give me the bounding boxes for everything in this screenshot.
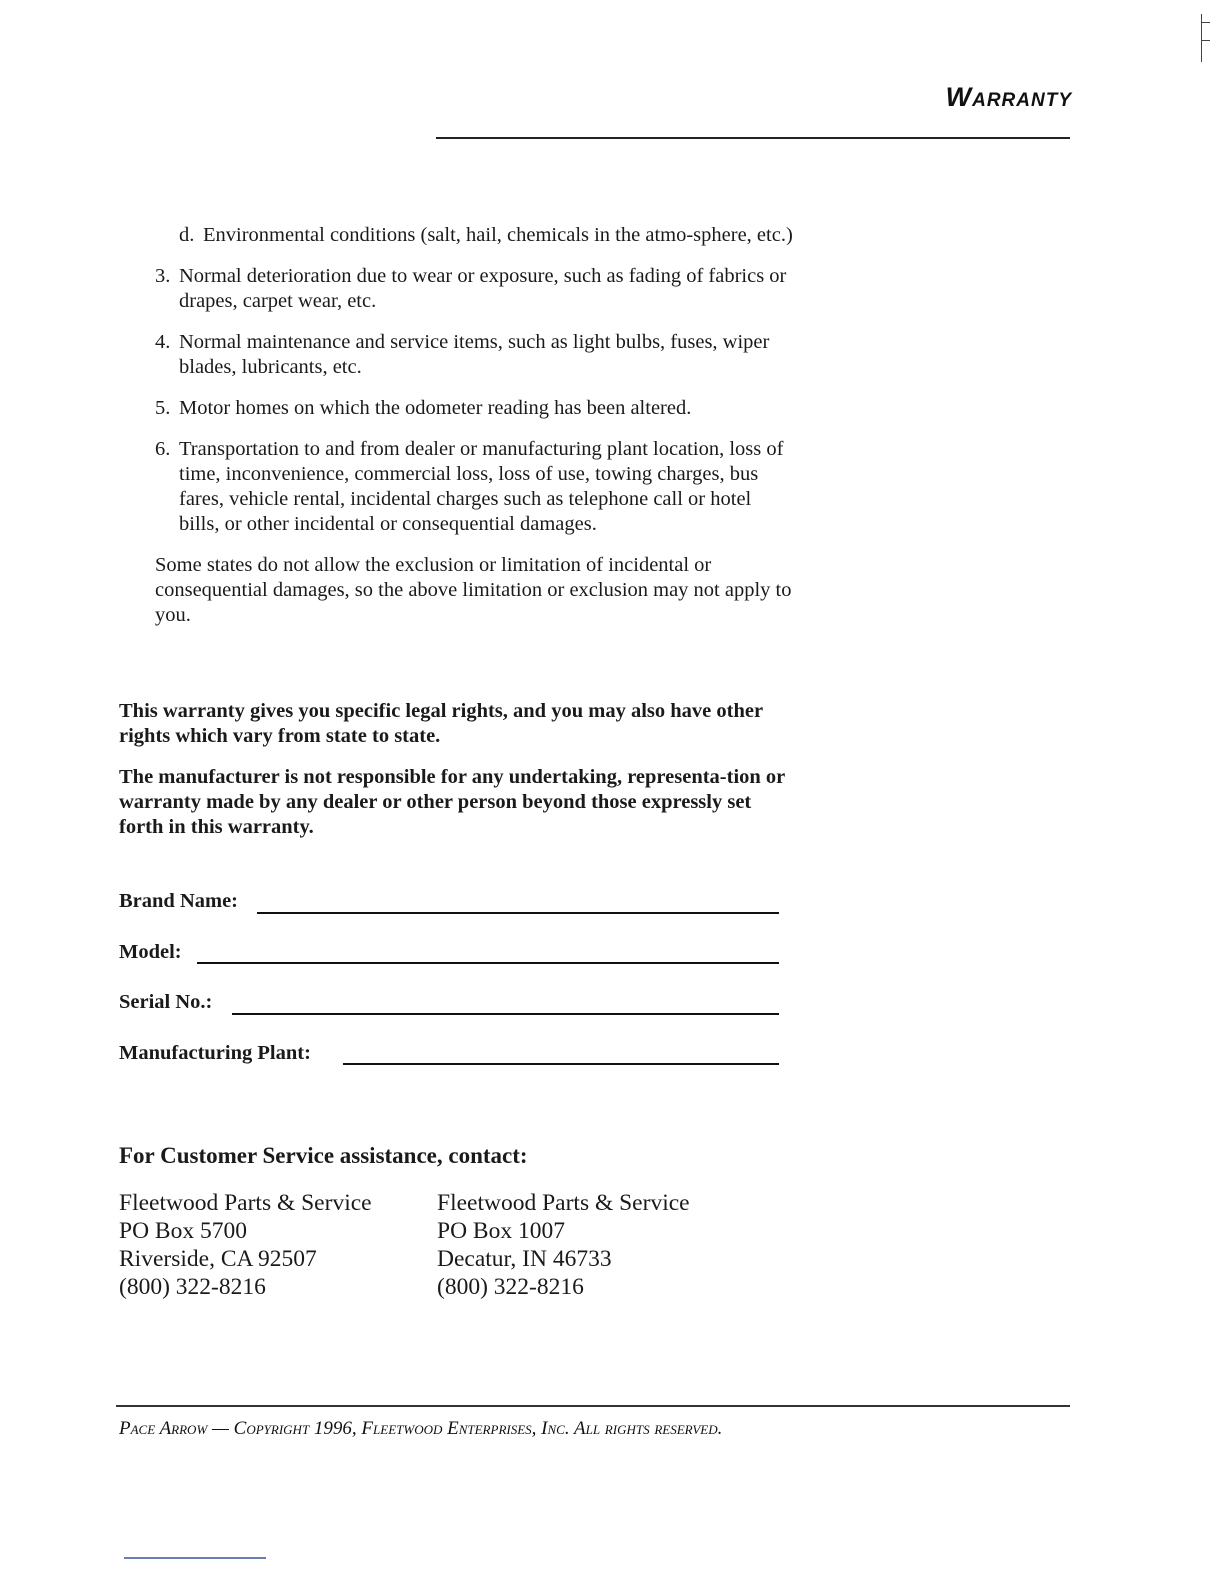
address-city: Riverside, CA 92507 xyxy=(119,1246,317,1272)
list-item xyxy=(179,223,819,248)
model-label: Model: xyxy=(119,941,182,963)
customer-service-heading: For Customer Service assistance, contact: xyxy=(119,1143,528,1168)
exclusions-list xyxy=(155,223,795,644)
address-decatur xyxy=(437,1189,690,1301)
address-riverside xyxy=(119,1189,372,1301)
list-item-number: d. xyxy=(179,224,195,246)
brand-name-field[interactable] xyxy=(257,912,779,914)
list-item-number: 6. xyxy=(155,438,171,460)
list-item-text: Environmental conditions (salt, hail, chemicals in the atmo-sphere, etc.) xyxy=(203,224,793,246)
address-phone: (800) 322-8216 xyxy=(119,1274,266,1300)
address-box: PO Box 1007 xyxy=(437,1218,565,1244)
address-phone: (800) 322-8216 xyxy=(437,1274,584,1300)
bottom-divider xyxy=(124,1557,266,1559)
list-item xyxy=(155,264,795,314)
list-item-number: 5. xyxy=(155,397,171,419)
list-item xyxy=(155,330,795,380)
list-item-text: Motor homes on which the odometer reading has been altered. xyxy=(179,397,692,419)
serial-number-label: Serial No.: xyxy=(119,991,213,1013)
list-item-number: 4. xyxy=(155,331,171,353)
page-title: Warranty xyxy=(945,82,1072,112)
footer-copyright: Pace Arrow — Copyright 1996, Fleetwood Enterprises, Inc. All rights reserved. xyxy=(119,1418,723,1439)
footer-divider xyxy=(116,1405,1070,1407)
address-name: Fleetwood Parts & Service xyxy=(119,1190,372,1216)
legal-rights-statement: This warranty gives you specific legal rights, and you may also have other rights which vary from state to state. xyxy=(119,700,763,747)
list-item xyxy=(155,437,795,537)
address-city: Decatur, IN 46733 xyxy=(437,1246,612,1272)
list-item-text: Normal maintenance and service items, such as light bulbs, fuses, wiper blades, lubricants, etc. xyxy=(179,331,770,378)
address-box: PO Box 5700 xyxy=(119,1218,247,1244)
manufacturer-disclaimer: The manufacturer is not responsible for any undertaking, representa-tion or warranty made by any dealer or other person beyond those expressly set forth in this warranty. xyxy=(119,766,785,838)
manufacturing-plant-field[interactable] xyxy=(343,1063,779,1065)
list-item-text: Normal deterioration due to wear or exposure, such as fading of fabrics or drapes, carpet wear, etc. xyxy=(179,265,787,312)
address-name: Fleetwood Parts & Service xyxy=(437,1190,690,1216)
list-item-number: 3. xyxy=(155,265,171,287)
brand-name-label: Brand Name: xyxy=(119,890,239,912)
serial-number-field[interactable] xyxy=(232,1013,779,1015)
model-field[interactable] xyxy=(197,962,779,964)
list-item xyxy=(155,396,795,421)
manufacturing-plant-label: Manufacturing Plant: xyxy=(119,1042,311,1064)
page-edge-mark xyxy=(1201,14,1212,62)
header-divider xyxy=(436,137,1070,139)
list-item-text: Transportation to and from dealer or manufacturing plant location, loss of time, inconvenience, commercial loss, loss of use, towing charges, bus fares, vehicle rental, incidental charges such as telephone call or hotel bills, or other incidental or consequential damages. xyxy=(179,438,784,535)
exclusion-note: Some states do not allow the exclusion or limitation of incidental or consequential damages, so the above limitation or exclusion may not apply to you. xyxy=(155,554,792,626)
